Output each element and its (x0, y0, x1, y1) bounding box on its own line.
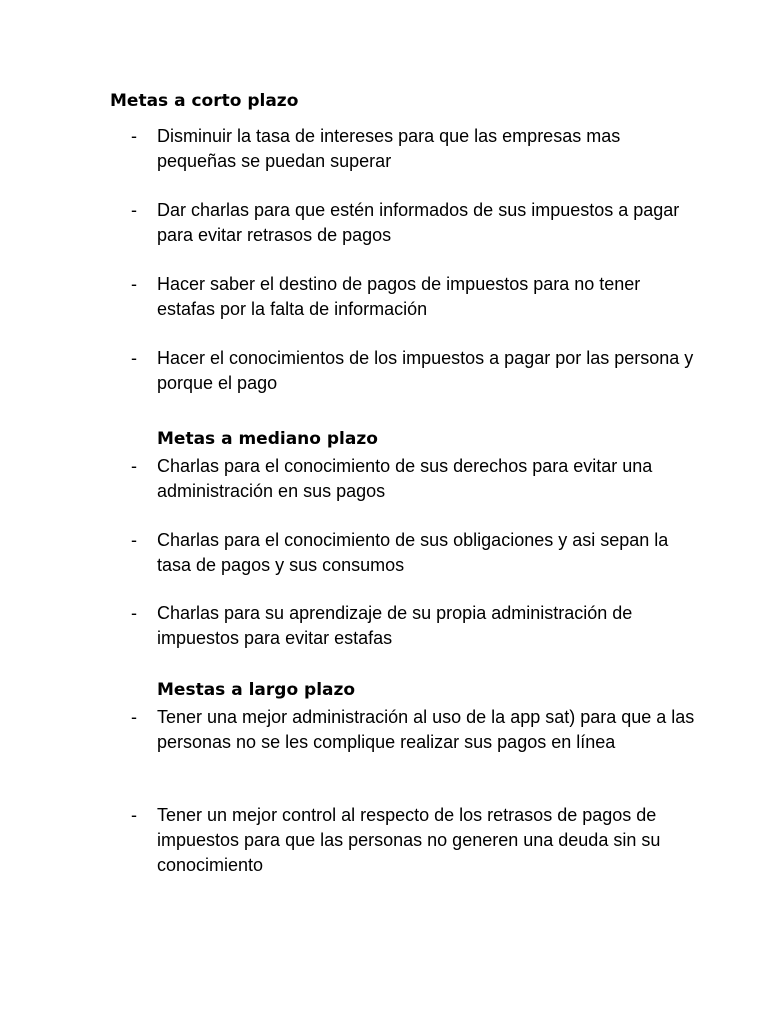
bullet-dash: - (131, 126, 137, 146)
bullet-dash: - (131, 603, 137, 623)
section-heading-long-term: Mestas a largo plazo (157, 680, 356, 700)
list-item-text: Dar charlas para que estén informados de sus impuestos a pagar para evitar retrasos de pagos (157, 200, 680, 245)
list-item-text: Charlas para el conocimiento de sus derechos para evitar una administración en sus pagos (157, 456, 653, 501)
bullet-dash: - (131, 348, 137, 368)
bullet-dash: - (131, 456, 137, 476)
list-item-text: Hacer saber el destino de pagos de impuestos para no tener estafas por la falta de información (157, 274, 641, 319)
list-item-text: Tener una mejor administración al uso de la app sat) para que a las personas no se les complique realizar sus pagos en línea (157, 707, 695, 752)
list-item-text: Charlas para su aprendizaje de su propia administración de impuestos para evitar estafas (157, 603, 633, 648)
bullet-dash: - (131, 274, 137, 294)
section-heading-short-term: Metas a corto plazo (110, 91, 299, 111)
bullet-dash: - (131, 200, 137, 220)
bullet-dash: - (131, 530, 137, 550)
list-item-text: Hacer el conocimientos de los impuestos a pagar por las persona y porque el pago (157, 348, 694, 393)
section-heading-medium-term: Metas a mediano plazo (157, 429, 378, 449)
bullet-dash: - (131, 707, 137, 727)
list-item-text: Charlas para el conocimiento de sus obligaciones y asi sepan la tasa de pagos y sus consumos (157, 530, 669, 575)
list-item-text: Tener un mejor control al respecto de los retrasos de pagos de impuestos para que las personas no generen una deuda sin su conocimiento (157, 805, 661, 875)
list-item-text: Disminuir la tasa de intereses para que las empresas mas pequeñas se puedan superar (157, 126, 621, 171)
bullet-dash: - (131, 805, 137, 825)
